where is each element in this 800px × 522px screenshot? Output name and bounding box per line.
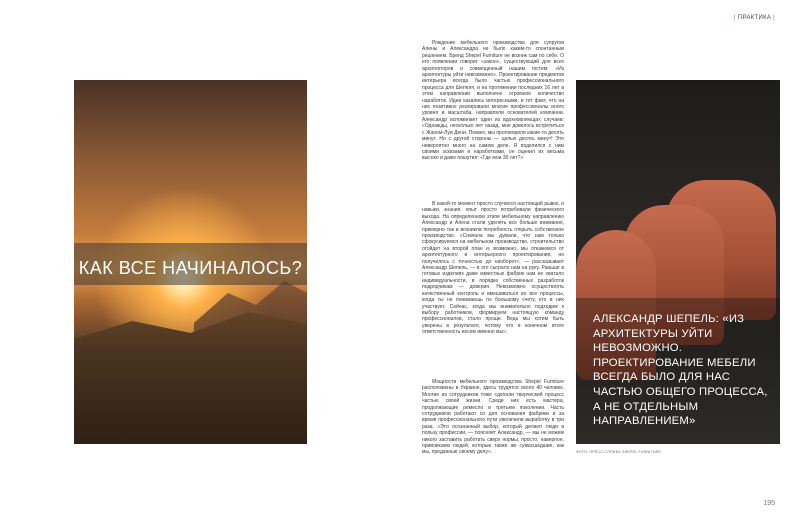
article-column	[422, 201, 564, 342]
article-column	[422, 379, 564, 462]
sunset-photo	[74, 80, 307, 444]
section-title: КАК ВСЕ НАЧИНАЛОСЬ?	[78, 258, 303, 278]
article-paragraph: Мощности мебельного производства Shepel Furniture расположены в Украине, здесь трудятся около 40 человек. Многие из сотрудников тоже сделали творческий процесс частью своей жизни. Среди них есть мастера, продолжающие ремесло в третьем поколении. Часть сотрудников работают со дня основания фабрики и за время профессионального пути увеличили выработку в три раза. «Это осознанный выбор, который делают люди в пользу профессии, — поясняет Александр, — мы не можем никого заставить работать сверх нормы, просто, наверное, привлекаем людей, которые также же сумасшедшие, как мы, преданные своему делу».	[422, 379, 564, 456]
article-column	[422, 40, 564, 168]
article-paragraph: В какой-то момент просто случился настоящий рывок, и навыки, знания, опыт просто потребовали физического выхода. На определенном этапе мебельному направлению Александр и Алена стали уделять все больше внимания, примерно так и возникла потребность открыть собственное производство. «Сначала мы думали, что нам только сфокусируемся на мебельном производстве, строительство отойдет на второй план и, возможно, мы откажемся от архитектурного и интерьерного проектирования, но получилось с точностью до наоборот», — рассказывает Александр Шепель, — и это сыграло нам на руку. Раньше в готовых изделиях даже известных фабрик нам не хватало индивидуальности, в порядке собственных разработок подрядчикам — доверия. Невозможно осуществлять качественный контроль и вмешиваться во все процессы, когда ты не понимаешь по большому счету, кто в них участвует. Сейчас, когда мы внимательно подходим к выбору работников, формируем настоящую команду профессионалов, стало проще. Ведь мы хотим быть уверены в результате, потому что в конечном итоге ответственность несем именно мы».	[422, 201, 564, 336]
article-paragraph: Рождение мебельного производства для супругов Алены и Александра не было каким-то спонтанным решением. Бренд Shepel Furniture не возник сам по себе. О его появлении говорит «закон», существующий для всех архитекторов и совмещенный нашим гостем: «Из архитектуры уйти невозможно». Проектирование предметов интерьера всегда было частью профессионального процесса для Шепеля, и на протяжении последних 16 лет в этом направлении выполнено огромное количество наработок. Идеи казались интересными, и тот факт, что на них позитивно реагировали многие профессионалы иного уровня и масштаба, направляли основателей компании. Александр вспоминает один из вдохновляющих случаев: «Однажды, несколько лет назад, мне довелось встретиться с Жаном-Луи Дени. Помню, мы проговорили какие-то десять минут. Но с другой стороны — целых десять минут! Это невероятно много на самом деле. Я поделился с ним своими эскизами и наработками, он оценил их весьма высоко и даже пошутил: «Где мои 30 лет?»	[422, 40, 564, 162]
photo-credit: ФОТО: ПРЕСС-СЛУЖБА SHEPEL FURNITURE	[576, 450, 662, 454]
rubric-label: ПРАКТИКА	[737, 15, 772, 21]
section-rubric	[734, 15, 775, 21]
page-number: 195	[763, 500, 775, 507]
pull-quote: АЛЕКСАНДР ШЕПЕЛЬ: «ИЗ АРХИТЕКТУРЫ УЙТИ НЕВОЗМОЖНО. ПРОЕКТИРОВАНИЕ МЕБЕЛИ ВСЕГДА БЫЛО ДЛЯ НАС ЧАСТЬЮ ОБЩЕГО ПРОЦЕССА, А НЕ ОТДЕЛЬНЫМ НАПРАВЛЕНИЕМ»	[593, 313, 768, 428]
rubric-bracket-close: |	[773, 15, 775, 21]
rubric-bracket-open: |	[734, 15, 736, 21]
